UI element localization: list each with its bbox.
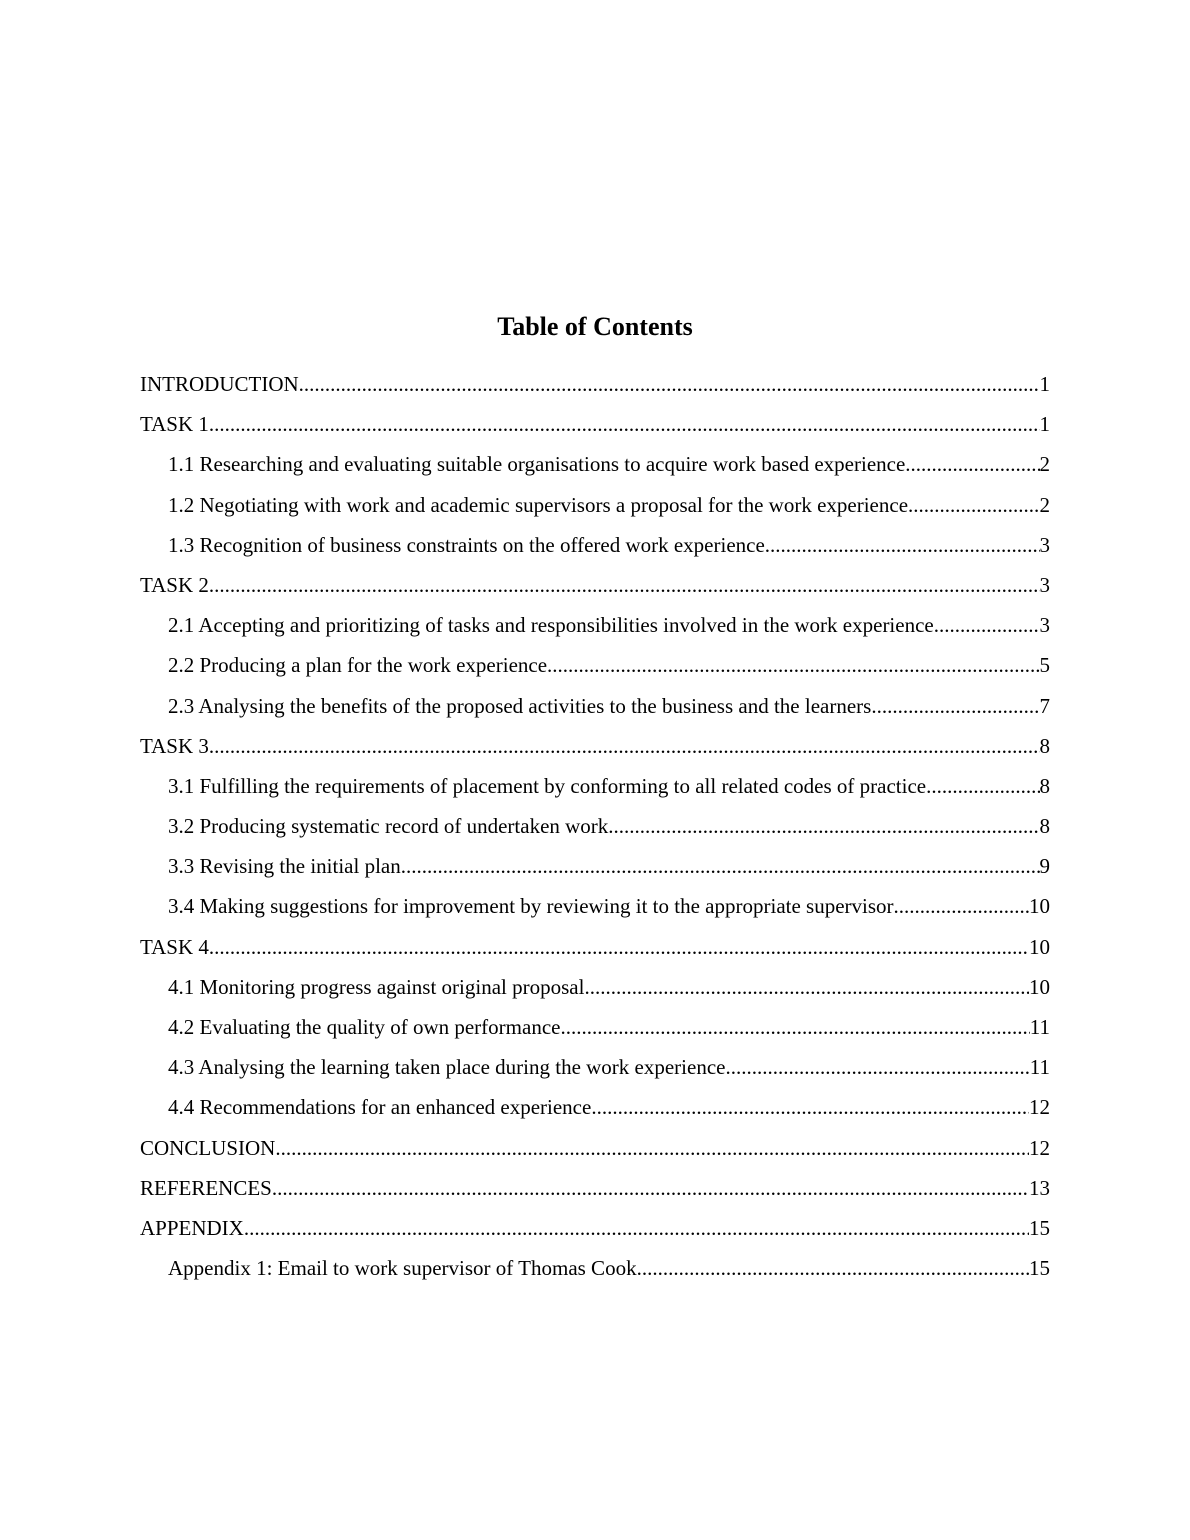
toc-page-number: 3 [1039, 572, 1050, 597]
toc-entry[interactable] [140, 1009, 1050, 1049]
dot-leader [591, 1089, 1029, 1125]
toc-entry[interactable] [140, 1210, 1050, 1250]
toc-entry[interactable] [140, 969, 1050, 1009]
toc-entry-label: 4.1 Monitoring progress against original proposal [168, 974, 585, 999]
dot-leader [725, 1049, 1029, 1085]
toc-entry[interactable] [140, 1049, 1050, 1089]
dot-leader [926, 768, 1039, 804]
toc-entry-label: APPENDIX [140, 1215, 244, 1240]
toc-entry[interactable] [140, 406, 1050, 446]
toc-entry[interactable] [140, 366, 1050, 406]
toc-entry-label: INTRODUCTION [140, 372, 299, 396]
toc-page-number: 11 [1029, 1015, 1050, 1039]
toc-entry[interactable] [140, 808, 1050, 848]
toc-entry-label: TASK 4 [140, 934, 209, 959]
toc-entry-label: 3.4 Making suggestions for improvement by reviewing it to the appropriate supervisor [168, 894, 894, 919]
toc-page-number: 2 [1039, 492, 1050, 517]
toc-page-number: 10 [1029, 894, 1050, 919]
toc-entry[interactable] [140, 1250, 1050, 1290]
dot-leader [401, 848, 1040, 884]
toc-entry[interactable] [140, 888, 1050, 928]
toc-page-number: 11 [1029, 1055, 1050, 1080]
toc-entry[interactable] [140, 567, 1050, 607]
toc-entry[interactable] [140, 487, 1050, 527]
toc-page-number: 15 [1029, 1215, 1050, 1240]
table-of-contents [140, 366, 1050, 1290]
dot-leader [608, 808, 1039, 844]
toc-entry[interactable] [140, 929, 1050, 969]
dot-leader [584, 969, 1029, 1005]
dot-leader [560, 1009, 1029, 1045]
toc-entry-label: 4.3 Analysing the learning taken place during the work experience [168, 1055, 726, 1080]
toc-page-number: 3 [1039, 532, 1050, 557]
toc-page-number: 8 [1039, 733, 1050, 758]
toc-entry-label: 3.3 Revising the initial plan [168, 854, 401, 879]
toc-page-number: 10 [1029, 934, 1050, 959]
dot-leader [209, 406, 1040, 442]
dot-leader [905, 446, 1039, 482]
toc-page-number: 15 [1029, 1256, 1050, 1281]
toc-page-number: 7 [1039, 693, 1050, 718]
toc-entry[interactable] [140, 607, 1050, 647]
toc-entry[interactable] [140, 527, 1050, 567]
toc-entry-label: 4.2 Evaluating the quality of own performance [168, 1015, 561, 1039]
dot-leader [871, 688, 1039, 724]
dot-leader [209, 728, 1040, 764]
toc-page-number: 2 [1039, 452, 1050, 477]
dot-leader [244, 1210, 1029, 1246]
toc-entry-label: 1.1 Researching and evaluating suitable organisations to acquire work based experience [168, 452, 906, 477]
dot-leader [209, 929, 1029, 965]
toc-entry[interactable] [140, 1170, 1050, 1210]
toc-entry[interactable] [140, 1130, 1050, 1170]
dot-leader [637, 1250, 1029, 1286]
dot-leader [209, 567, 1040, 603]
toc-entry-label: TASK 1 [140, 412, 209, 437]
toc-entry-label: Appendix 1: Email to work supervisor of Thomas Cook [168, 1256, 637, 1281]
toc-entry-label: TASK 3 [140, 733, 209, 758]
dot-leader [765, 527, 1040, 563]
toc-entry-label: CONCLUSION [140, 1135, 276, 1160]
toc-page-number: 1 [1039, 412, 1050, 437]
toc-page-number: 8 [1039, 773, 1050, 798]
toc-page-number: 9 [1039, 854, 1050, 879]
toc-page-number: 12 [1029, 1135, 1050, 1160]
toc-entry-label: 3.2 Producing systematic record of undertaken work [168, 814, 609, 839]
dot-leader [299, 366, 1040, 402]
toc-entry-label: REFERENCES [140, 1175, 272, 1200]
dot-leader [272, 1170, 1029, 1206]
toc-page-number: 13 [1029, 1175, 1050, 1200]
toc-entry[interactable] [140, 1089, 1050, 1129]
dot-leader [894, 888, 1029, 924]
toc-page-number: 12 [1029, 1095, 1050, 1120]
dot-leader [547, 647, 1039, 683]
toc-entry-label: 2.2 Producing a plan for the work experience [168, 653, 548, 678]
toc-page-number: 3 [1039, 613, 1050, 638]
toc-entry[interactable] [140, 768, 1050, 808]
toc-entry-label: 1.3 Recognition of business constraints on the offered work experience [168, 532, 765, 557]
dot-leader [275, 1130, 1029, 1166]
dot-leader [908, 487, 1039, 523]
toc-entry-label: TASK 2 [140, 572, 209, 597]
toc-page-number: 5 [1039, 653, 1050, 678]
page-title: Table of Contents [497, 312, 693, 341]
toc-entry-label: 4.4 Recommendations for an enhanced experience [168, 1095, 592, 1120]
toc-entry-label: 3.1 Fulfilling the requirements of placement by conforming to all related codes of practice [168, 773, 927, 798]
toc-entry[interactable] [140, 848, 1050, 888]
toc-entry[interactable] [140, 728, 1050, 768]
toc-page-number: 10 [1029, 974, 1050, 999]
toc-entry[interactable] [140, 688, 1050, 728]
toc-entry-label: 2.3 Analysing the benefits of the proposed activities to the business and the learners [168, 693, 872, 718]
toc-page-number: 8 [1039, 814, 1050, 839]
toc-entry-label: 2.1 Accepting and prioritizing of tasks and responsibilities involved in the work experience [168, 613, 934, 638]
toc-entry[interactable] [140, 647, 1050, 687]
toc-page-number: 1 [1039, 372, 1050, 396]
dot-leader [934, 607, 1040, 643]
toc-entry[interactable] [140, 446, 1050, 486]
toc-entry-label: 1.2 Negotiating with work and academic supervisors a proposal for the work experience [168, 492, 909, 517]
